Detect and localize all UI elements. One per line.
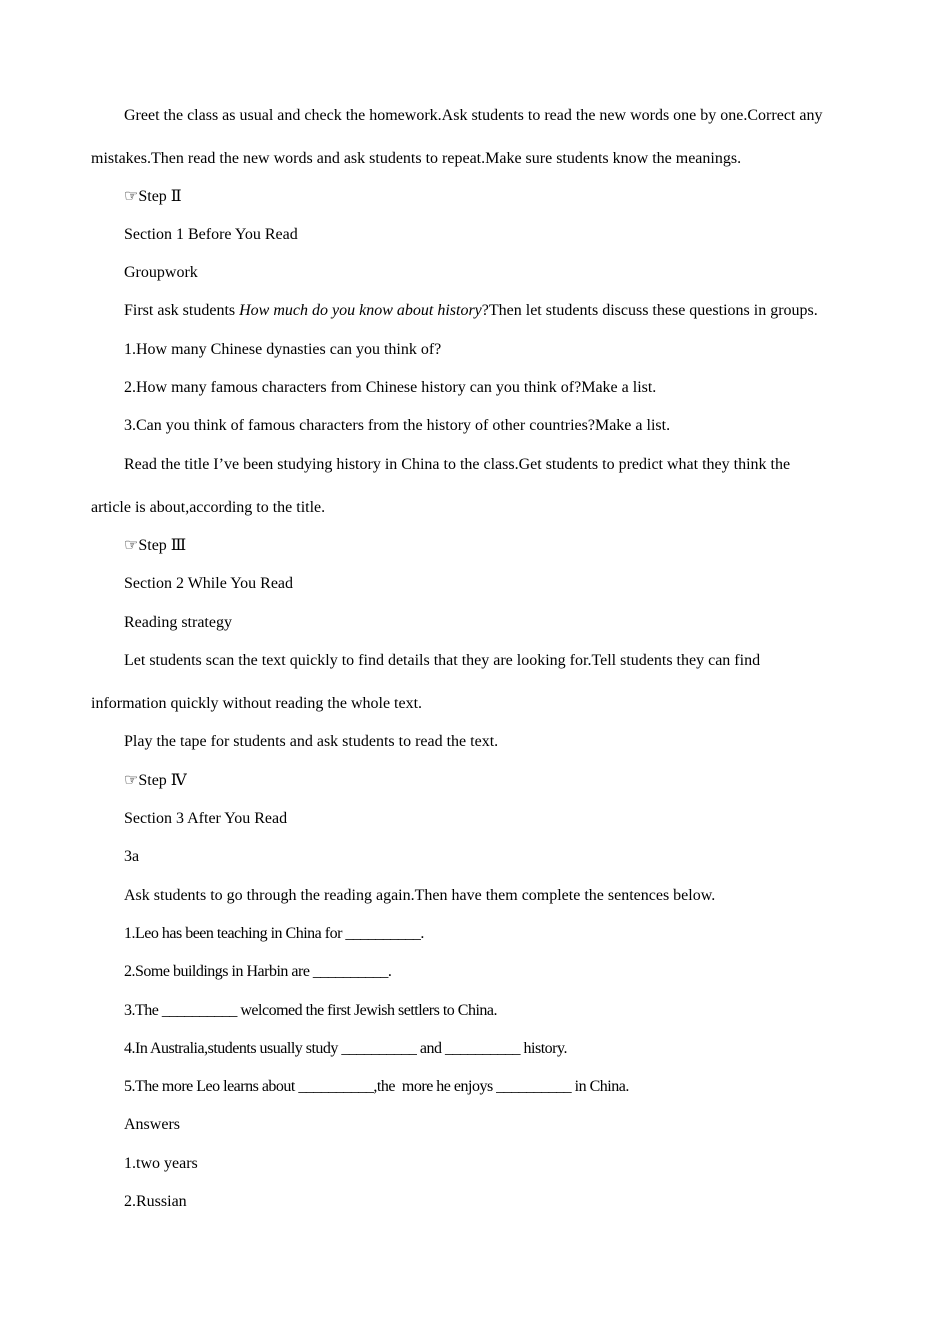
groupwork-label: Groupwork: [124, 264, 198, 282]
question-1: 1.How many Chinese dynasties can you think of?: [124, 340, 442, 358]
scan-paragraph: [91, 639, 858, 725]
intro-paragraph: [91, 94, 858, 180]
play-tape-paragraph: Play the tape for students and ask students to read the text.: [124, 733, 499, 751]
answers-heading: Answers: [124, 1116, 180, 1134]
answer-2: 2.Russian: [124, 1193, 187, 1211]
ask-reading-paragraph: Ask students to go through the reading again.Then have them complete the sentences below.: [124, 886, 716, 904]
first-ask-paragraph: [91, 292, 858, 330]
section-2-heading: Section 2 While You Read: [124, 575, 294, 593]
sentence-1: 1.Leo has been teaching in China for __________.: [124, 924, 424, 942]
scan-line-1: Let students scan the text quickly to find details that they are looking for.Tell students they can find: [124, 652, 761, 670]
intro-line-2: mistakes.Then read the new words and ask students to repeat.Make sure students know the meanings.: [91, 149, 742, 167]
reading-strategy-label: Reading strategy: [124, 613, 232, 631]
read-title-line-1: Read the title I’ve been studying history in China to the class.Get students to predict what they think the: [124, 456, 791, 474]
section-1-heading: Section 1 Before You Read: [124, 225, 298, 243]
step-3-heading: ☞Step Ⅲ: [124, 537, 187, 555]
step-2-heading: ☞Step Ⅱ: [124, 187, 182, 205]
step-4-heading: ☞Step Ⅳ: [124, 771, 187, 789]
question-3: 3.Can you think of famous characters from the history of other countries?Make a list.: [124, 417, 671, 435]
first-ask-question: How much do you know about history: [239, 302, 482, 320]
section-3-heading: Section 3 After You Read: [124, 810, 288, 828]
read-title-paragraph: [91, 443, 858, 529]
intro-line-1: Greet the class as usual and check the homework.Ask students to read the new words one by one.Correct any: [124, 106, 823, 124]
sentence-5: 5.The more Leo learns about __________,the more he enjoys __________ in China.: [124, 1078, 629, 1096]
label-3a: 3a: [124, 848, 140, 866]
answer-1: 1.two years: [124, 1154, 198, 1172]
sentence-4: 4.In Australia,students usually study __________ and __________ history.: [124, 1039, 567, 1057]
first-ask-pre: First ask students: [124, 302, 240, 320]
question-2: 2.How many famous characters from Chinese history can you think of?Make a list.: [124, 378, 657, 396]
read-title-line-2: article is about,according to the title.: [91, 499, 326, 517]
document-page: [91, 96, 858, 1221]
first-ask-post: ?Then let students discuss these questions in groups.: [481, 302, 818, 320]
sentence-2: 2.Some buildings in Harbin are __________.: [124, 963, 392, 981]
scan-line-2: information quickly without reading the whole text.: [91, 695, 423, 713]
sentence-3: 3.The __________ welcomed the first Jewish settlers to China.: [124, 1001, 497, 1019]
